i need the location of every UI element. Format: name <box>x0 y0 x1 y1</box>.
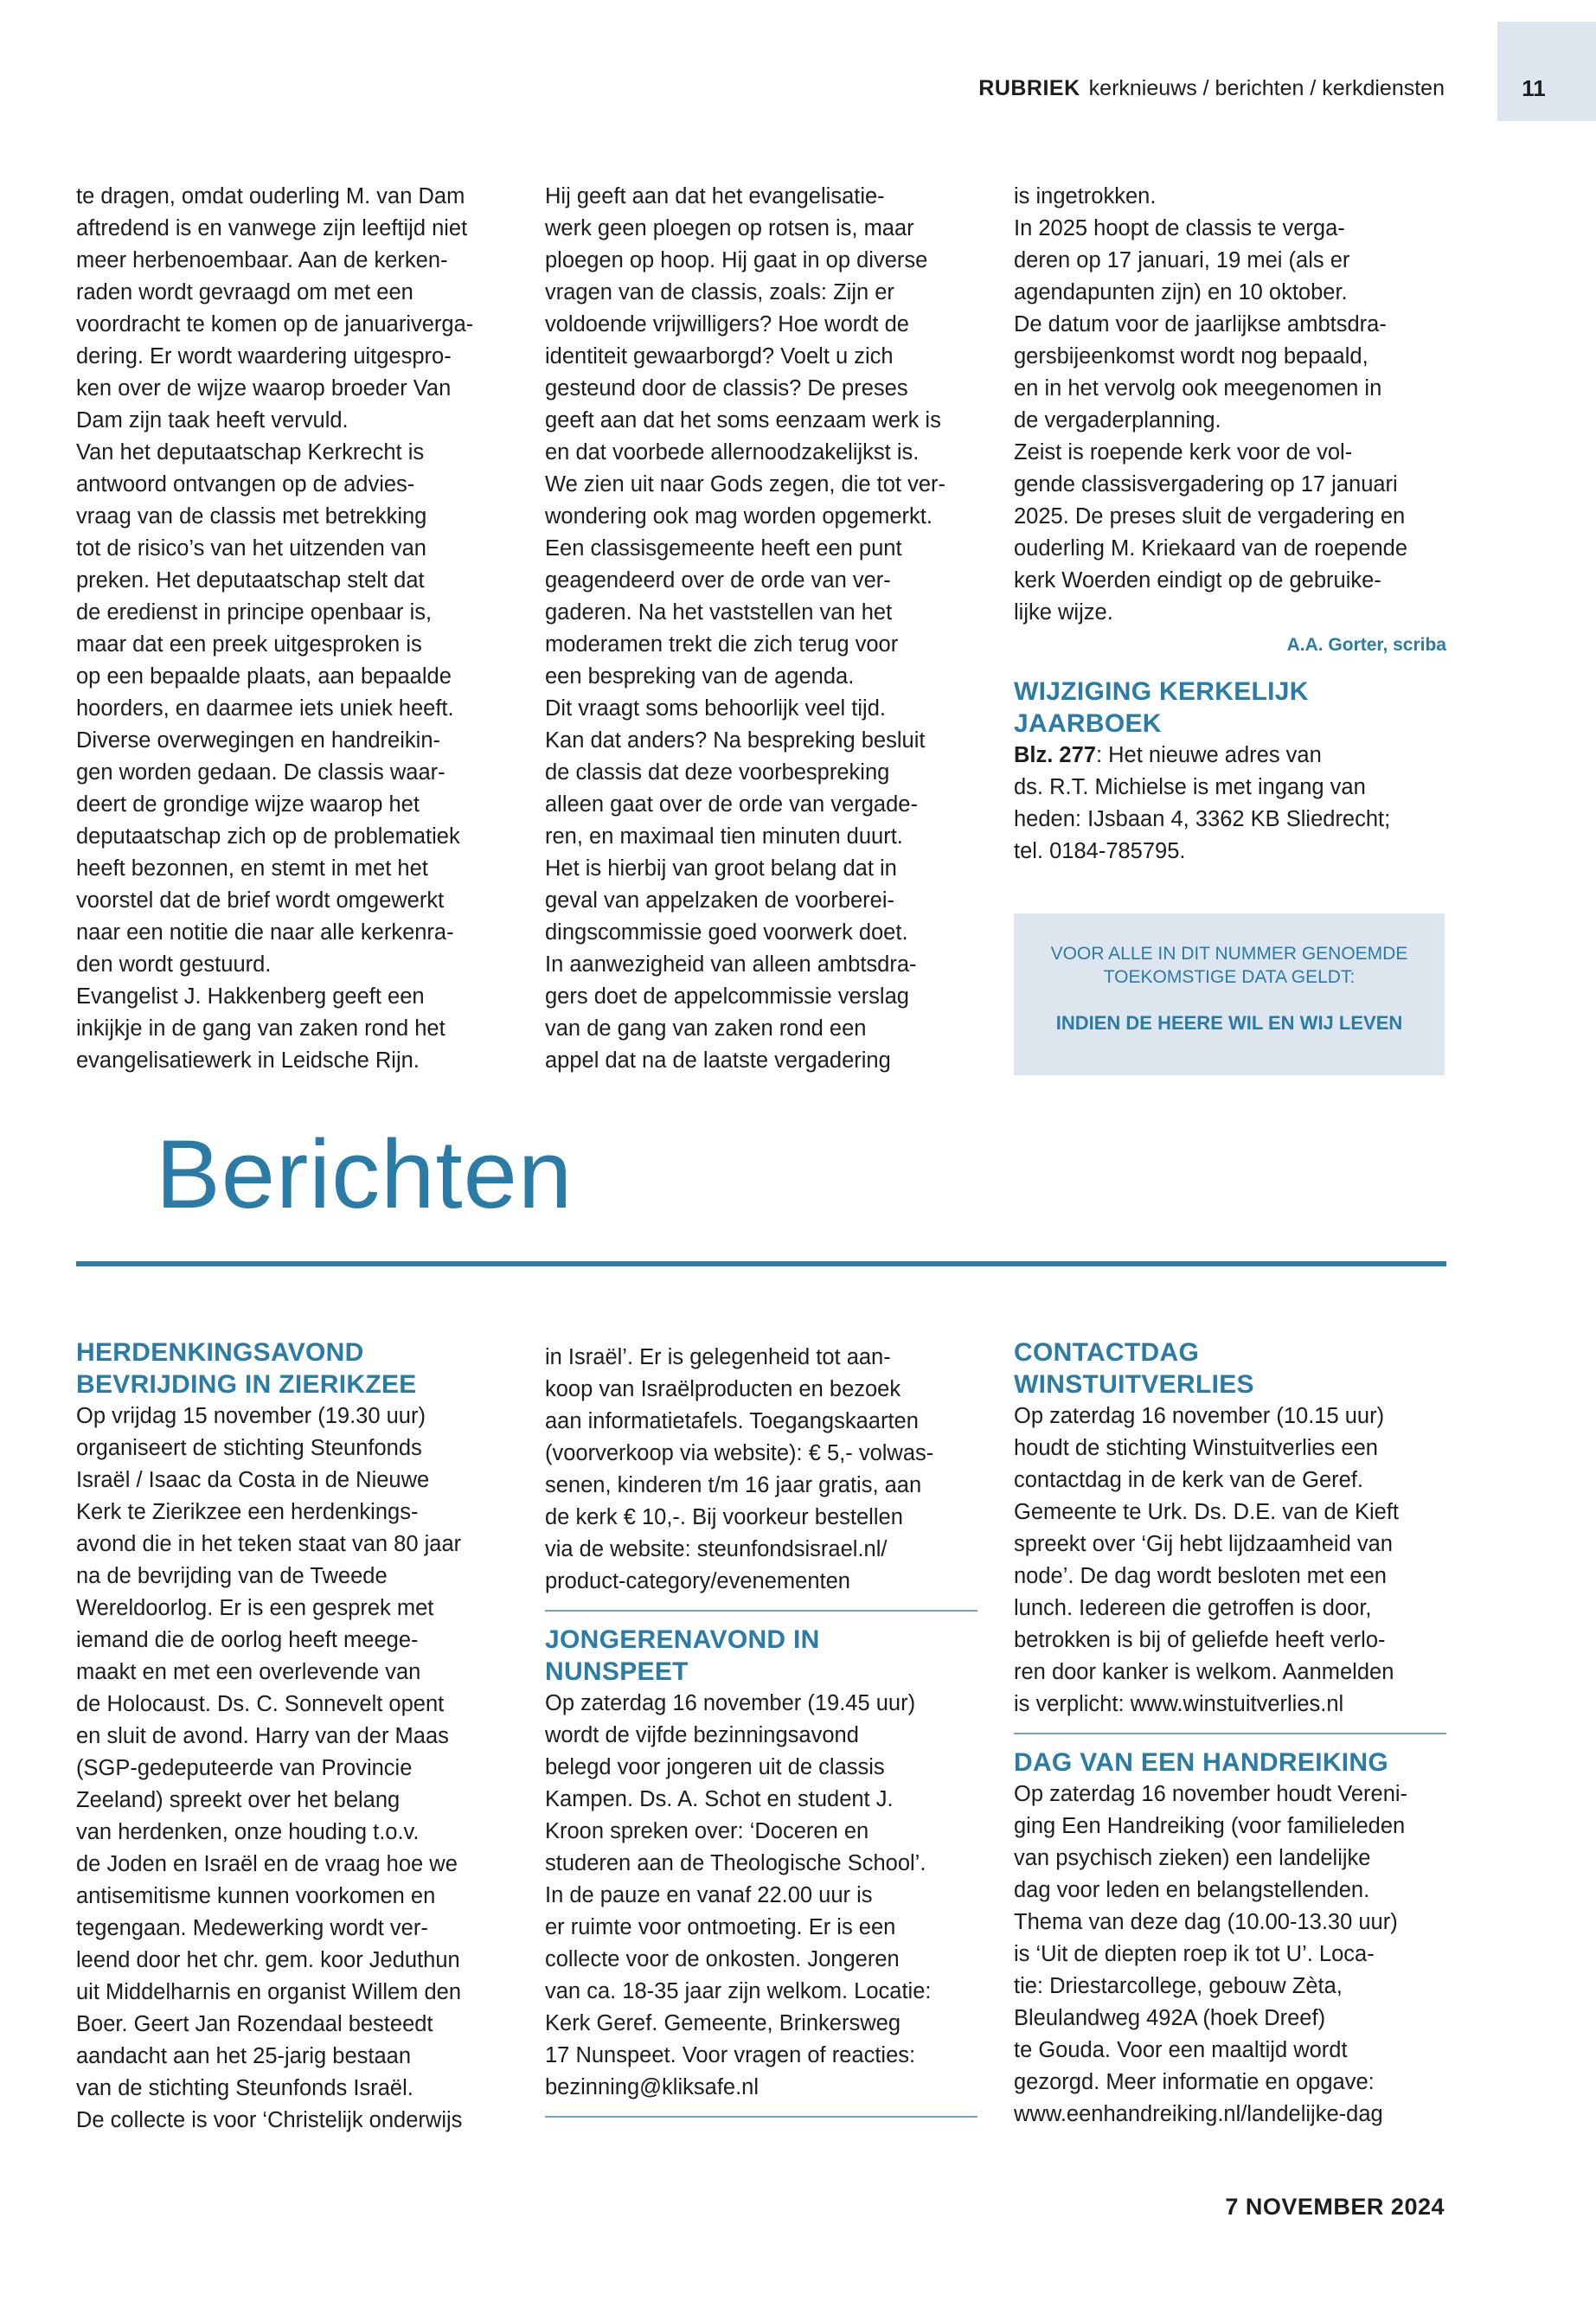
berichten-column-2 <box>545 1342 977 2118</box>
rubriek-text: kerknieuws / berichten / kerkdiensten <box>1088 76 1445 100</box>
notice-line-1: VOOR ALLE IN DIT NUMMER GENOEMDE TOEKOMSTIGE DATA GELDT: <box>1050 944 1408 987</box>
column-divider <box>1014 1733 1446 1734</box>
jongeren-text: Op zaterdag 16 november (19.45 uur) wordt de vijfde bezinningsavond belegd voor jongeren uit de classis Kampen. Ds. A. Schot en student J. Kroon spreken over: ‘Doceren en studeren aan de Theologische School’. In de pauze en vanaf 22.00 uur is er ruimte voor ontmoeting. Er is een collecte voor de onkosten. Jongeren van ca. 18-35 jaar zijn welkom. Locatie: Kerk Geref. Gemeente, Brinkersweg 17 Nunspeet. Voor vragen of reacties: bezinning@kliksafe.nl <box>545 1691 932 2099</box>
herdenking-heading: HERDENKINGSAVOND BEVRIJDING IN ZIERIKZEE <box>76 1338 417 1399</box>
article-text-1: te dragen, omdat ouderling M. van Dam aftredend is en vanwege zijn leeftijd niet meer herbenoembaar. Aan de kerken- raden wordt gevraagd om met een voordracht te komen op de januariverga- dering. Er wordt waardering uitgespro- ken over de wijze waarop broeder Van Dam zijn taak heeft vervuld. Van het deputaatschap Kerkrecht is antwoord ontvangen op de advies- vraag van de classis met betrekking tot de risico’s van het uitzenden van preken. Het deputaatschap stelt dat de eredienst in principe openbaar is, maar dat een preek uitgesproken is op een bepaalde plaats, aan bepaalde hoorders, en daarmee iets uniek heeft. Diverse overwegingen en handreikin- gen worden gedaan. De classis waar- deert de grondige wijze waarop het deputaatschap zich op de problematiek heeft bezonnen, en stemt in met het voorstel dat de brief wordt omgewerkt naar een notitie die naar alle kerkenra- den wordt gestuurd. Evangelist J. Hakkenberg geeft een inkijkje in de gang van zaken rond het evangelisatiewerk in Leidsche Rijn. <box>76 184 474 1073</box>
section-divider <box>76 1261 1446 1266</box>
footer-date: 7 NOVEMBER 2024 <box>1225 2194 1445 2220</box>
herdenking-continued: in Israël’. Er is gelegenheid tot aan- koop van Israëlproducten en bezoek aan informatietafels. Toegangskaarten (voorverkoop via website): € 5,- volwas- senen, kinderen t/m 16 jaar gratis, aan de kerk € 10,-. Bij voorkeur bestellen via de website: steunfondsisrael.nl/ product-category/evenementen <box>545 1345 934 1593</box>
notice-box <box>1014 913 1445 1075</box>
page-number-box <box>1497 22 1596 121</box>
page-header <box>0 0 1596 121</box>
article-column-1 <box>76 181 526 1077</box>
article-text-2: Hij geeft aan dat het evangelisatie- werk geen ploegen op rotsen is, maar ploegen op hoop. Hij gaat in op diverse vragen van de classis, zoals: Zijn er voldoende vrijwilligers? Hoe wordt de identiteit gewaarborgd? Voelt u zich gesteund door de classis? De preses geeft aan dat het soms eenzaam werk is en dat voorbede allernoodzakelijkst is. We zien uit naar Gods zegen, die tot ver- wondering ook mag worden opgemerkt. Een classisgemeente heeft een punt geagendeerd over de orde van ver- gaderen. Na het vaststellen van het moderamen trekt die zich terug voor een bespreking van de agenda. Dit vraagt soms behoorlijk veel tijd. Kan dat anders? Na bespreking besluit de classis dat deze voorbespreking alleen gaat over de orde van vergade- ren, en maximaal tien minuten duurt. Het is hierbij van groot belang dat in geval van appelzaken de voorberei- dingscommissie goed voorwerk doet. In aanwezigheid van alleen ambtsdra- gers doet de appelcommissie verslag van de gang van zaken rond een appel dat na de laatste vergadering <box>545 184 946 1073</box>
notice-line-2: INDIEN DE HEERE WIL EN WIJ LEVEN <box>1055 1012 1403 1034</box>
rubriek-label: RUBRIEK <box>978 76 1080 100</box>
berichten-column-1 <box>76 1336 526 2137</box>
rubriek-line <box>978 76 1445 101</box>
jongeren-heading: JONGERENAVOND IN NUNSPEET <box>545 1625 820 1686</box>
column-divider <box>545 1610 977 1612</box>
jaarboek-bold: Blz. 277 <box>1014 743 1096 767</box>
jaarboek-heading: WIJZIGING KERKELIJK JAARBOEK <box>1014 677 1309 738</box>
section-title: Berichten <box>156 1120 574 1228</box>
page-number: 11 <box>1522 75 1546 101</box>
jaarboek-text <box>1014 740 1446 868</box>
article-column-2 <box>545 181 977 1077</box>
handreiking-heading: DAG VAN EEN HANDREIKING <box>1014 1748 1389 1777</box>
jaarboek-body: : Het nieuwe adres van ds. R.T. Michielse is met ingang van heden: IJsbaan 4, 3362 KB Sliedrecht; tel. 0184-785795. <box>1014 743 1391 863</box>
contact-text: Op zaterdag 16 november (10.15 uur) houdt de stichting Winstuitverlies een contactdag in de kerk van de Geref. Gemeente te Urk. Ds. D.E. van de Kieft spreekt over ‘Gij hebt lijdzaamheid van node’. De dag wordt besloten met een lunch. Iedereen die getroffen is door, betrokken is bij of geliefde heeft verlo- ren door kanker is welkom. Aanmelden is verplicht: www.winstuitverlies.nl <box>1014 1404 1400 1716</box>
herdenking-text: Op vrijdag 15 november (19.30 uur) organiseert de stichting Steunfonds Israël / Isaac da Costa in de Nieuwe Kerk te Zierikzee een herdenkings- avond die in het teken staat van 80 jaar na de bevrijding van de Tweede Wereldoorlog. Er is een gesprek met iemand die de oorlog heeft meege- maakt en met een overlevende van de Holocaust. Ds. C. Sonnevelt opent en sluit de avond. Harry van der Maas (SGP-gedeputeerde van Provincie Zeeland) spreekt over het belang van herdenken, onze houding t.o.v. de Joden en Israël en de vraag hoe we antisemitisme kunnen voorkomen en tegengaan. Medewerking wordt ver- leend door het chr. gem. koor Jeduthun uit Middelharnis en organist Willem den Boer. Geert Jan Rozendaal besteedt aandacht aan het 25-jarig bestaan van de stichting Steunfonds Israël. De collecte is voor ‘Christelijk onderwijs <box>76 1404 463 2132</box>
article-column-3 <box>1014 181 1446 868</box>
article-text-3: is ingetrokken. In 2025 hoopt de classis te verga- deren op 17 januari, 19 mei (als er agendapunten zijn) en 10 oktober. De datum voor de jaarlijkse ambtsdra- gersbijeenkomst wordt nog bepaald, en in het vervolg ook meegenomen in de vergaderplanning. Zeist is roepende kerk voor de vol- gende classisvergadering op 17 januari 2025. De preses sluit de vergadering en ouderling M. Kriekaard van de roepende kerk Woerden eindigt op de gebruike- lijke wijze. <box>1014 184 1408 625</box>
contact-heading: CONTACTDAG WINSTUITVERLIES <box>1014 1338 1254 1399</box>
column-divider <box>545 2116 977 2118</box>
signature: A.A. Gorter, scriba <box>1286 635 1446 655</box>
handreiking-text: Op zaterdag 16 november houdt Vereni- ging Een Handreiking (voor familieleden van psychisch zieken) een landelijke dag voor leden en belangstellenden. Thema van deze dag (10.00-13.30 uur) is ‘Uit de diepten roep ik tot U’. Loca- tie: Driestarcollege, gebouw Zèta, Bleulandweg 492A (hoek Dreef) te Gouda. Voor een maaltijd wordt gezorgd. Meer informatie en opgave: www.eenhandreiking.nl/landelijke-dag <box>1014 1782 1408 2126</box>
berichten-column-3 <box>1014 1336 1446 2131</box>
